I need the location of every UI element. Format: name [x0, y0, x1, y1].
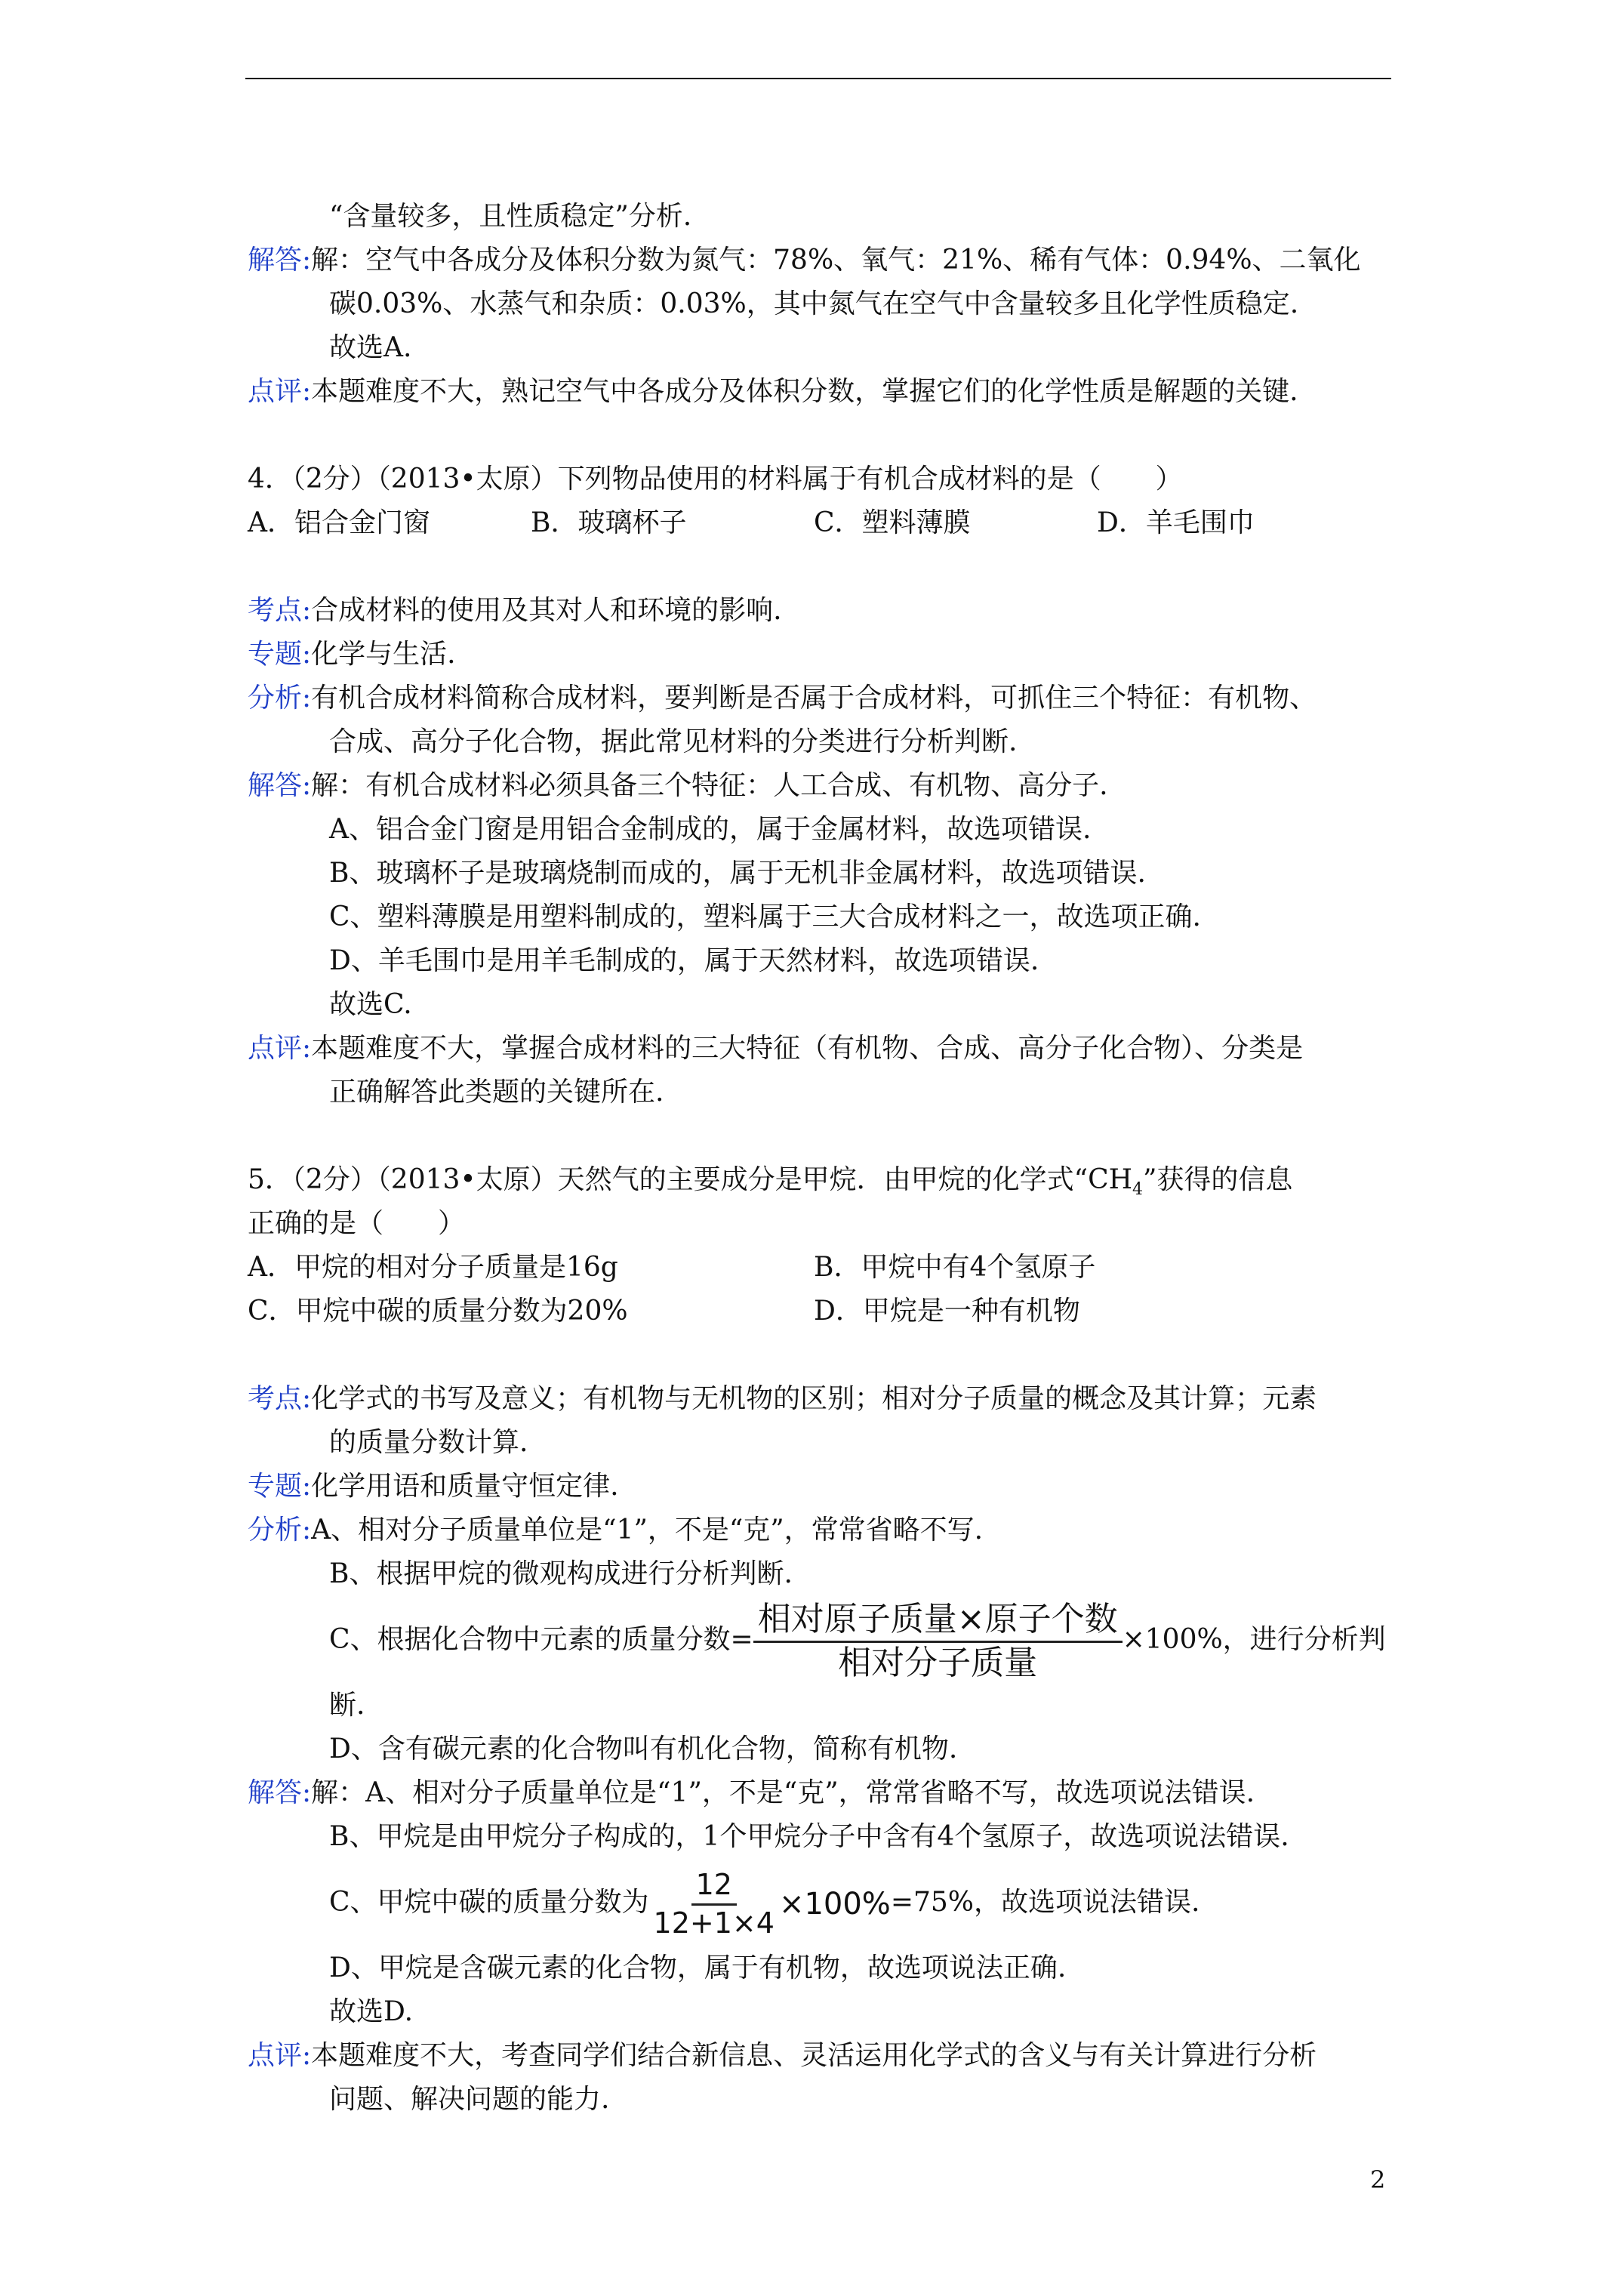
q5-knowledge-point-line: 的质量分数计算.	[329, 1427, 528, 1458]
q4-option-c: C．塑料薄膜	[814, 507, 971, 538]
q5-stem-line: 正确的是（ ）	[248, 1208, 466, 1239]
q4-topic: 专题:化学与生活.	[248, 639, 456, 670]
q5-options-row	[248, 1246, 1395, 1290]
q4-solution-line: 故选C.	[329, 989, 412, 1020]
q5-analysis-formula-line: C、根据化合物中元素的质量分数= $\frac{\text{相对原子质量×原子个数}}{\text{相对分子质量}}$ ×100%，进行分析判	[329, 1600, 1386, 1682]
q5-solution-formula-line: C、甲烷中碳的质量分数为 $\frac{12}{12+1\times 4}$ ×100%=75%，故选项说法错误.	[329, 1867, 1200, 1940]
q4-solution-line: D、羊毛围巾是用羊毛制成的，属于天然材料，故选项错误.	[329, 945, 1039, 976]
q4-comment: 点评:本题难度不大，掌握合成材料的三大特征（有机物、合成、高分子化合物）、分类是	[248, 1033, 1304, 1064]
q4-solution-line: C、塑料薄膜是用塑料制成的，塑料属于三大合成材料之一，故选项正确.	[329, 901, 1201, 932]
label-solution: 解答:	[248, 245, 312, 276]
q5-topic: 专题:化学用语和质量守恒定律.	[248, 1471, 619, 1502]
mass-fraction-formula: $\frac{\text{相对原子质量×原子个数}}{\text{相对分子质量}}$	[753, 1601, 1123, 1681]
header-rule	[245, 78, 1391, 79]
q3-comment: 点评:本题难度不大，熟记空气中各成分及体积分数，掌握它们的化学性质是解题的关键.	[248, 376, 1298, 407]
q5-analysis-line: B、根据甲烷的微观构成进行分析判断.	[329, 1558, 793, 1589]
q4-solution-line: B、玻璃杯子是玻璃烧制而成的，属于无机非金属材料，故选项错误.	[329, 858, 1146, 889]
q5-stem: 5．（2分）（2013•太原）天然气的主要成分是甲烷．由甲烷的化学式“$CH_4$”获得的信息	[248, 1164, 1293, 1200]
q5-knowledge-point: 考点:化学式的书写及意义；有机物与无机物的区别；相对分子质量的概念及其计算；元素	[248, 1383, 1317, 1414]
label-comment: 点评:	[248, 1033, 312, 1064]
q5-solution-line: D、甲烷是含碳元素的化合物，属于有机物，故选项说法正确.	[329, 1952, 1067, 1983]
q4-options	[248, 501, 1395, 545]
q4-solution-line: A、铝合金门窗是用铝合金制成的，属于金属材料，故选项错误.	[329, 814, 1092, 845]
q5-solution-line: 故选D.	[329, 1996, 414, 2027]
q5-comment-line: 问题、解决问题的能力.	[329, 2084, 610, 2115]
label-solution: 解答:	[248, 770, 312, 801]
q4-solution: 解答:解：有机合成材料必须具备三个特征：人工合成、有机物、高分子.	[248, 770, 1108, 801]
page-number: 2	[1370, 2165, 1386, 2194]
label-comment: 点评:	[248, 2040, 312, 2071]
q5-option-d: D．甲烷是一种有机物	[814, 1296, 1080, 1327]
label-comment: 点评:	[248, 376, 312, 407]
q4-analysis-line: 合成、高分子化合物，据此常见材料的分类进行分析判断.	[329, 726, 1018, 757]
q5-analysis: 分析:A、相对分子质量单位是“1”，不是“克”，常常省略不写.	[248, 1515, 984, 1546]
q3-analysis-continuation: “含量较多，且性质稳定”分析.	[329, 201, 692, 232]
label-analysis: 分析:	[248, 683, 312, 713]
q4-comment-line: 正确解答此类题的关键所在.	[329, 1077, 664, 1108]
q5-solution: 解答:解：A、相对分子质量单位是“1”，不是“克”，常常省略不写，故选项说法错误.	[248, 1777, 1255, 1808]
q3-solution-line: 故选A.	[329, 332, 412, 363]
q4-analysis: 分析:有机合成材料简称合成材料，要判断是否属于合成材料，可抓住三个特征：有机物、	[248, 683, 1317, 713]
label-topic: 专题:	[248, 639, 312, 670]
label-analysis: 分析:	[248, 1515, 312, 1546]
label-topic: 专题:	[248, 1471, 312, 1502]
q5-comment: 点评:本题难度不大，考查同学们结合新信息、灵活运用化学式的含义与有关计算进行分析	[248, 2040, 1317, 2071]
label-knowledge-point: 考点:	[248, 595, 312, 626]
q4-option-d: D．羊毛围巾	[1097, 507, 1255, 538]
q5-analysis-line: D、含有碳元素的化合物叫有机化合物，简称有机物.	[329, 1734, 958, 1764]
label-knowledge-point: 考点:	[248, 1383, 312, 1414]
label-solution: 解答:	[248, 1777, 312, 1808]
q5-analysis-line: 断.	[329, 1690, 365, 1721]
q5-options-row	[248, 1290, 1395, 1333]
q3-solution-line: 碳0.03%、水蒸气和杂质：0.03%，其中氮气在空气中含量较多且化学性质稳定.	[329, 288, 1299, 319]
q5-option-c: C．甲烷中碳的质量分数为20%	[248, 1296, 628, 1327]
q5-option-a: A．甲烷的相对分子质量是16g	[248, 1252, 618, 1283]
q4-option-b: B．玻璃杯子	[531, 507, 687, 538]
q3-solution-line: 解答:解：空气中各成分及体积分数为氮气：78%、氧气：21%、稀有气体：0.94%、二氧化	[248, 245, 1361, 276]
q4-option-a: A．铝合金门窗	[248, 507, 430, 538]
q5-solution-line: B、甲烷是由甲烷分子构成的，1个甲烷分子中含有4个氢原子，故选项说法错误.	[329, 1821, 1289, 1852]
q4-stem: 4．（2分）（2013•太原）下列物品使用的材料属于有机合成材料的是（ ）	[248, 464, 1183, 495]
document-body	[248, 195, 1395, 2122]
q4-knowledge-point: 考点:合成材料的使用及其对人和环境的影响.	[248, 595, 782, 626]
q5-option-b: B．甲烷中有4个氢原子	[814, 1252, 1096, 1283]
carbon-fraction-formula: $\frac{12}{12+1\times 4}$	[653, 1867, 775, 1940]
